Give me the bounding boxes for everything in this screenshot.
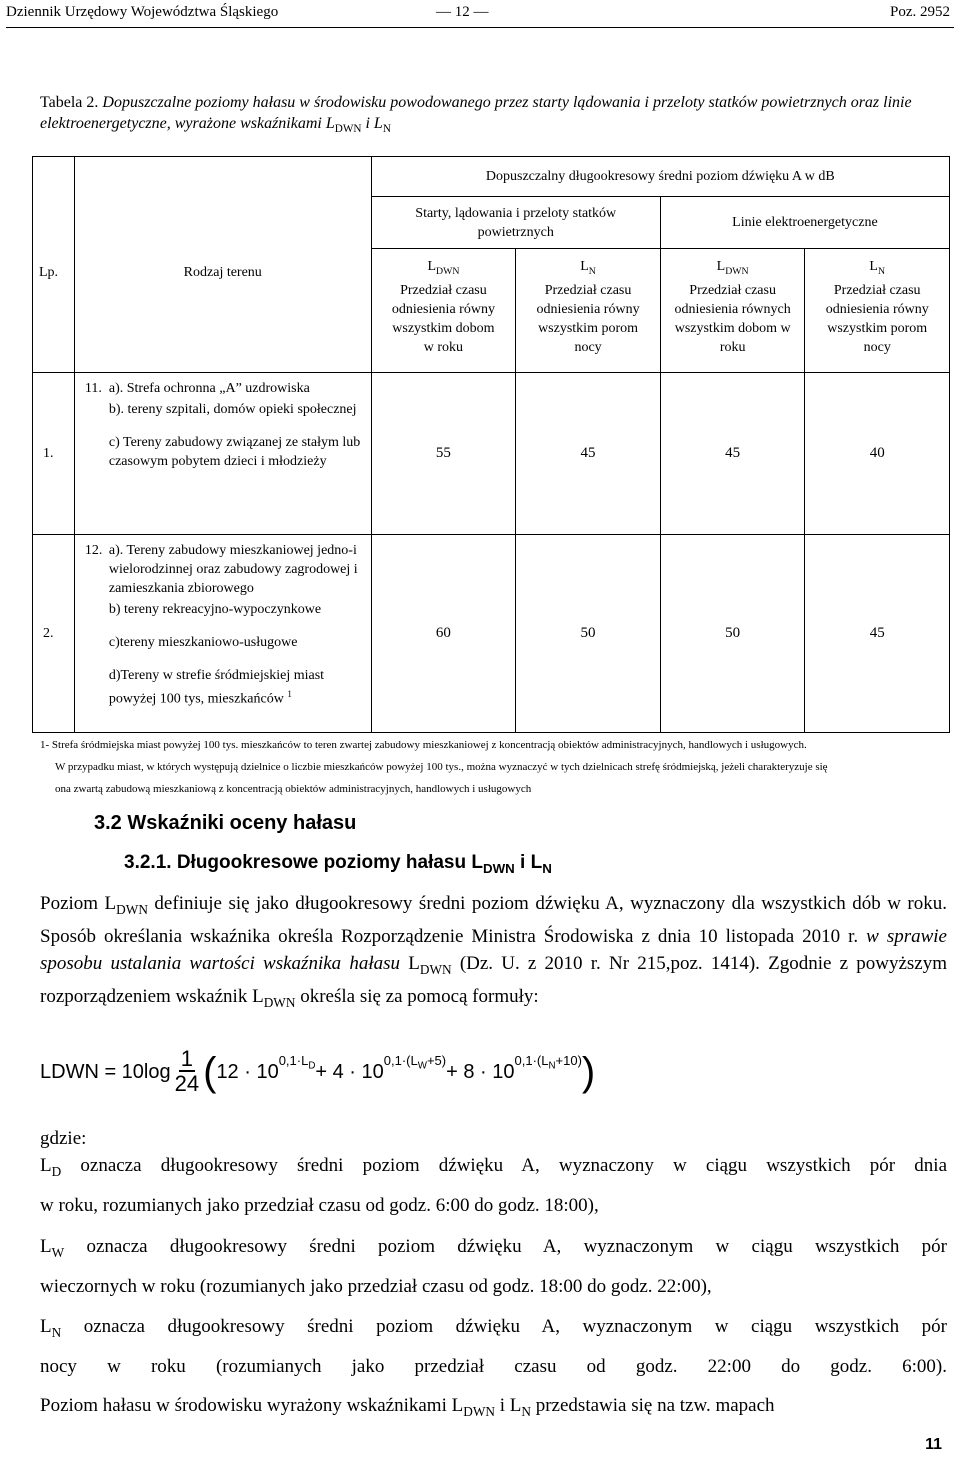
table-caption bbox=[40, 92, 945, 140]
row-lp: 1. bbox=[33, 373, 75, 535]
definition-ld: $L_D$ oznacza długookresowy średni poziom dźwięku A, wyznaczony w ciągu wszystkich pór dnia bbox=[40, 1155, 947, 1179]
header-allowed-level: Dopuszczalny długookresowy średni poziom dźwięku A w dB bbox=[371, 157, 949, 197]
header-lp: Lp. bbox=[33, 157, 75, 373]
ldwn-formula: LDWN = 10log $\frac{1}{24}$ ( 12 · 10 $0,1\cdot L_D$ + 4 · 10 $0,1\cdot(L_W+5)$ + 8 · 10 $0,1\cdot(L_N+10)$ ) bbox=[40, 1046, 596, 1096]
header-group-aircraft: Starty, lądowania i przeloty statków powietrznych bbox=[371, 197, 660, 249]
subheader-3: $L_{DWN}$ Przedział czasu odniesienia równych wszystkim dobom w roku bbox=[660, 249, 805, 373]
definition-ln: $L_N$ oznacza długookresowy średni poziom dźwięku A, wyznaczonym w ciągu wszystkich pór bbox=[40, 1316, 947, 1340]
row-value: 60 bbox=[371, 535, 516, 733]
subheader-4: $L_N$ Przedział czasu odniesienia równy wszystkim porom nocy bbox=[805, 249, 950, 373]
footnote-2: W przypadku miast, w których występują dzielnice o liczbie mieszkańców powyżej 100 tys., można wyznaczyć w tych dzielnicach strefę śródmiejską, jeżeli charakteryzuje się bbox=[55, 761, 828, 773]
definitions-intro: gdzie: bbox=[40, 1128, 87, 1149]
caption-sub-dwn: DWN bbox=[334, 123, 362, 136]
page-header bbox=[6, 0, 954, 28]
closing-sentence: Poziom hałasu w środowisku wyrażony wskaźnikami $L_{DWN}$ i $L_N$ przedstawia się na tzw. mapach bbox=[40, 1395, 775, 1419]
row-value: 55 bbox=[371, 373, 516, 535]
definition-lw: $L_W$ oznacza długookresowy średni poziom dźwięku A, wyznaczonym w ciągu wszystkich pór bbox=[40, 1236, 947, 1260]
caption-and: i L bbox=[361, 115, 383, 132]
row-value: 45 bbox=[805, 535, 950, 733]
table-row bbox=[33, 535, 950, 733]
definition-lw-cont: wieczornych w roku (rozumianych jako przedział czasu od godz. 18:00 do godz. 22:00), bbox=[40, 1276, 712, 1297]
row-type: 11. a). Strefa ochronna „A” uzdrowiska b). tereny szpitali, domów opieki społecznej c) Tereny zabudowy związanej ze stałym lub czasowym pobytem dzieci i młodzieży bbox=[74, 373, 371, 535]
row-value: 50 bbox=[660, 535, 805, 733]
definition-paragraph: Poziom $L_{DWN}$ definiuje się jako długookresowy średni poziom dźwięku A, wyznaczony dla wszystkich dób w roku. Sposób określania wskaźnika określa Rozporządzenie Ministra Środowiska z dnia 10 listopada 2010 r. w sprawie sposobu ustalania wartości wskaźnika hałasu $L_{DWN}$ (Dz. U. z 2010 r. Nr 215,poz. 1414). Zgodnie z powyższym rozporządzeniem wskaźnik $L_{DWN}$ określa się za pomocą formuły: bbox=[40, 893, 948, 1010]
footnote-1: 1- Strefa śródmiejska miast powyżej 100 tys. mieszkańców to teren zwartej zabudowy mieszkaniowej z koncentracją obiektów administracyjnych, handlowych i usługowych. bbox=[40, 739, 807, 751]
row-type: 12. a). Tereny zabudowy mieszkaniowej jedno-i wielorodzinnej oraz zabudowy zagrodowej i zamieszkania zbiorowego b) tereny rekreacyjno-wypoczynkowe c)tereny mieszkaniowo-usługowe d)Tereny w strefie śródmiejskiej miast powyżej 100 tys, mieszkańców $^1$ bbox=[74, 535, 371, 733]
definition-ln-cont: nocy w roku (rozumianych jako przedział czasu od godz. 22:00 do godz. 6:00). bbox=[40, 1356, 947, 1377]
row-value: 45 bbox=[660, 373, 805, 535]
caption-text: Dopuszczalne poziomy hałasu w środowisku powodowanego przez starty lądowania i przeloty statków powietrznych oraz linie elektroenergetyczne, wyrażone wskaźnikami L bbox=[40, 94, 912, 132]
page-marker: — 12 — bbox=[436, 4, 489, 20]
journal-title: Dziennik Urzędowy Województwa Śląskiego bbox=[6, 4, 279, 20]
caption-prefix: Tabela 2. bbox=[40, 94, 99, 111]
row-value: 45 bbox=[516, 373, 661, 535]
subheader-2: $L_N$ Przedział czasu odniesienia równy wszystkim porom nocy bbox=[516, 249, 661, 373]
noise-levels-table bbox=[32, 156, 950, 733]
position-number: Poz. 2952 bbox=[890, 4, 950, 20]
formula-fraction: $\frac{1}{24}$ bbox=[174, 1046, 200, 1096]
section-heading: 3.2 Wskaźniki oceny hałasu bbox=[94, 812, 357, 834]
table-row bbox=[33, 373, 950, 535]
row-value: 50 bbox=[516, 535, 661, 733]
subsection-heading: 3.2.1. Długookresowe poziomy hałasu $L_{DWN}$ i $L_N$ bbox=[124, 852, 552, 876]
footnote-3: ona zwartą zabudową mieszkaniową z koncentracją obiektów administracyjnych, handlowych i usługowych bbox=[55, 783, 532, 795]
header-group-power-lines: Linie elektroenergetyczne bbox=[660, 197, 949, 249]
caption-sub-n: N bbox=[382, 123, 391, 136]
subheader-1: $L_{DWN}$ Przedział czasu odniesienia równy wszystkim dobom w roku bbox=[371, 249, 516, 373]
row-value: 40 bbox=[805, 373, 950, 535]
definition-ld-cont: w roku, rozumianych jako przedział czasu od godz. 6:00 do godz. 18:00), bbox=[40, 1195, 599, 1216]
row-lp: 2. bbox=[33, 535, 75, 733]
header-type: Rodzaj terenu bbox=[74, 157, 371, 373]
page-number: 11 bbox=[925, 1436, 942, 1453]
